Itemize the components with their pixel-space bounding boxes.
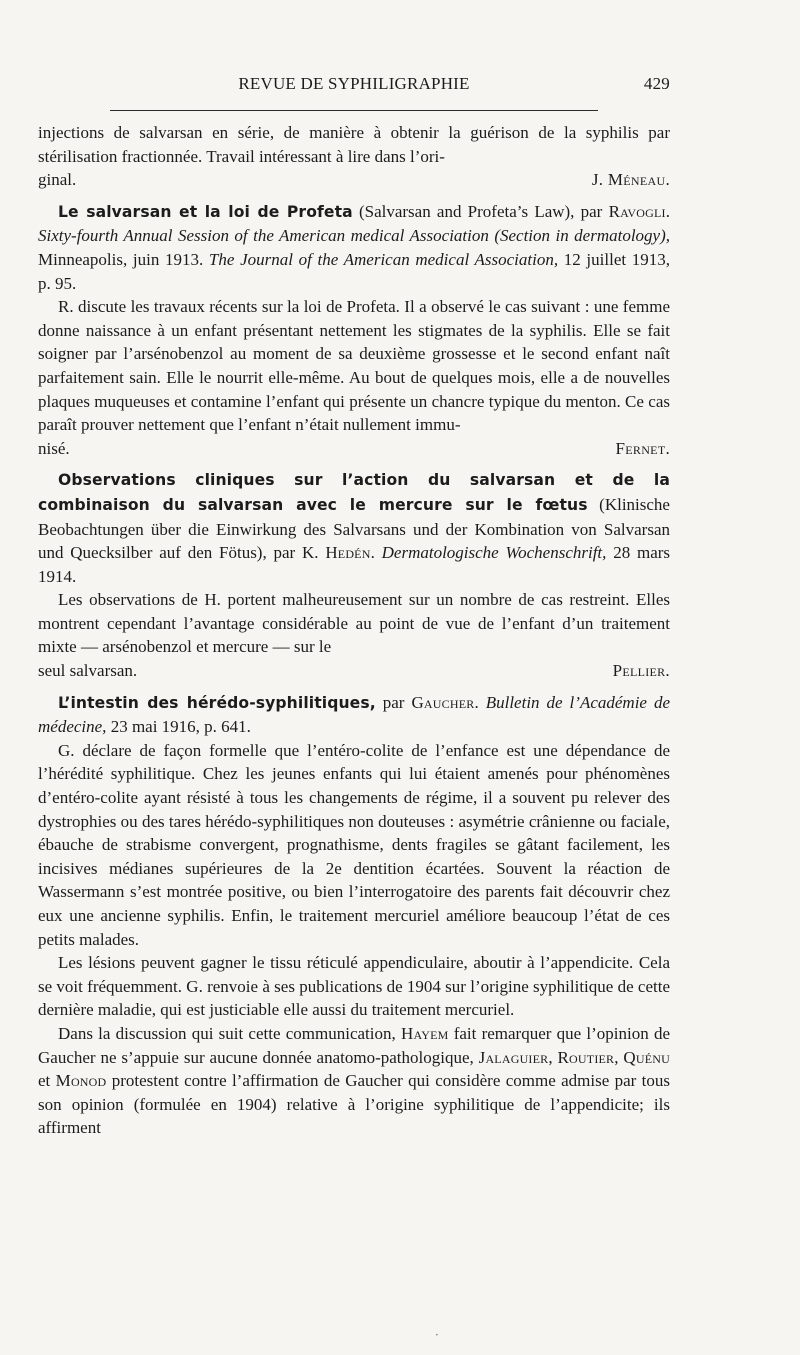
entry-heading	[38, 691, 670, 739]
entry-source: Dermatologische Wochenschrift,	[381, 543, 607, 563]
entry-heading	[38, 468, 670, 588]
person-name: Jalaguier	[478, 1047, 549, 1067]
entry-signature: Pellier.	[612, 661, 670, 681]
entry-signature-line	[38, 659, 670, 683]
header-rule	[110, 110, 598, 111]
entry-title: L’intestin des hérédo-syphilitiques,	[58, 693, 376, 712]
print-mark: ·	[435, 1328, 439, 1342]
entry-body: R. discute les travaux récents sur la loi de Profeta. Il a observé le cas suivant : une femme donne naissance à un enfant présentant nettement les stigmates de la syphilis. Elle se fait soigner par l’arsénobenzol au moment de sa deuxième grossesse et le second enfant naît parfaitement sain. Elle le nourrit elle-même. Au bout de quelques mois, elle a de nouvelles plaques muqueuses et contamine l’enfant qui présente un chancre typique du menton. Ce cas paraît prouver nettement que l’enfant n’était nullement immu-	[38, 297, 670, 435]
entry-title: Observations cliniques sur l’action du salvarsan et de la combinaison du salvarsan avec le mercure sur le fœtus	[38, 471, 670, 514]
intro-end-word: ginal.	[38, 170, 77, 190]
person-name: Hayem	[400, 1023, 449, 1043]
person-name: Routier	[557, 1047, 615, 1067]
discussion-text: protestent contre l’affirmation de Gaucher qui considère comme admise par tous son opinion (formulée en 1904) relative à l’origine syphilitique de l’appendicite; ils affirment	[38, 1071, 670, 1138]
entry-end-word: seul salvarsan.	[38, 661, 138, 681]
intro-paragraph	[38, 121, 670, 192]
discussion-text: et	[38, 1071, 56, 1091]
intro-text: injections de salvarsan en série, de manière à obtenir la guérison de la syphilis par stérilisation fractionnée. Travail intéressant à lire dans l’ori-	[38, 123, 670, 166]
entry-body: Les observations de H. portent malheureusement sur un nombre de cas restreint. Elles montrent cependant l’avantage considérable au point de vue de l’enfant d’un traitement mixte — arsénobenzol et mercure — sur le	[38, 590, 670, 657]
discussion-text: ,	[548, 1047, 558, 1067]
entry-separator: .	[474, 692, 486, 712]
entry-intestin	[38, 691, 670, 1140]
entry-par: par	[375, 692, 412, 712]
entry-place-date: Minneapolis, juin 1913.	[38, 249, 209, 269]
entry-author: Hedén	[325, 543, 371, 563]
intro-signature-line	[38, 168, 670, 192]
entry-subtitle: (Klinische Beobachtungen über die Einwirkung des Salvarsans und der Kombination von Salvarsan und Quecksilber auf den Fötus), par K.	[38, 494, 670, 563]
entry-body-2: Les lésions peuvent gagner le tissu réticulé appendiculaire, aboutir à l’appendicite. Cela se voit fréquemment. G. renvoie à ses publications de 1904 sur l’origine syphilitique de cette dernière maladie, qui est justiciable elle aussi du traitement mercuriel.	[38, 953, 670, 1020]
person-name: Quénu	[623, 1047, 670, 1067]
entry-salvarsan-mercure	[38, 468, 670, 682]
entry-author: Gaucher	[411, 692, 475, 712]
entry-subtitle: (Salvarsan and Profeta’s Law), par	[352, 201, 609, 221]
intro-signature: J. Méneau.	[591, 170, 670, 190]
entry-citation: 12 juillet 1913, p. 95.	[38, 249, 670, 293]
entry-source-1: Sixty-fourth Annual Session of the American medical Association (Section in dermatology),	[38, 226, 670, 246]
entry-end-word: nisé.	[38, 438, 70, 458]
entry-body-3	[38, 1022, 670, 1140]
entry-separator: .	[665, 201, 670, 221]
journal-page	[38, 72, 670, 1140]
person-name: Monod	[55, 1071, 107, 1091]
journal-title: REVUE DE SYPHILIGRAPHIE	[238, 74, 470, 93]
discussion-text: fait remarquer que l’opinion de Gaucher ne s’appuie sur aucune donnée anatomo-pathologique,	[38, 1023, 671, 1067]
running-header	[38, 72, 670, 96]
entry-salvarsan-profeta	[38, 200, 670, 461]
entry-source-2: The Journal of the American medical Association,	[208, 249, 559, 269]
entry-source: Bulletin de l’Académie de médecine,	[38, 692, 670, 737]
discussion-text: Dans la discussion qui suit cette communication,	[58, 1023, 401, 1043]
entry-heading	[38, 200, 670, 295]
entry-citation: 28 mars 1914.	[38, 543, 671, 586]
entry-citation: 23 mai 1916, p. 641.	[106, 717, 251, 737]
page-number: 429	[643, 74, 670, 93]
entry-signature: Fernet.	[615, 438, 670, 458]
entry-author: Ravogli	[608, 201, 666, 221]
entry-separator: .	[370, 543, 382, 563]
discussion-text: ,	[614, 1047, 624, 1067]
entry-title: Le salvarsan et la loi de Profeta	[58, 202, 353, 221]
entry-signature-line	[38, 437, 670, 461]
entry-body-1: G. déclare de façon formelle que l’entéro-colite de l’enfance est une dépendance de l’hérédité syphilitique. Chez les jeunes enfants qui lui étaient amenés pour phénomènes d’entéro-colite ayant résisté à tous les changements de régime, il a souvent pu relever des dystrophies ou des tares hérédo-syphilitiques non douteuses : asymétrie crânienne ou faciale, ébauche de strabisme convergent, prognathisme, dents fragiles se gâtant facilement, les incisives médianes supérieures de la 2e dentition écartées. Souvent la réaction de Wassermann s’est montrée positive, ou bien l’interrogatoire des parents fait découvrir chez eux une ancienne syphilis. Enfin, le traitement mercuriel améliore beaucoup l’état de ces petits malades.	[38, 740, 670, 949]
